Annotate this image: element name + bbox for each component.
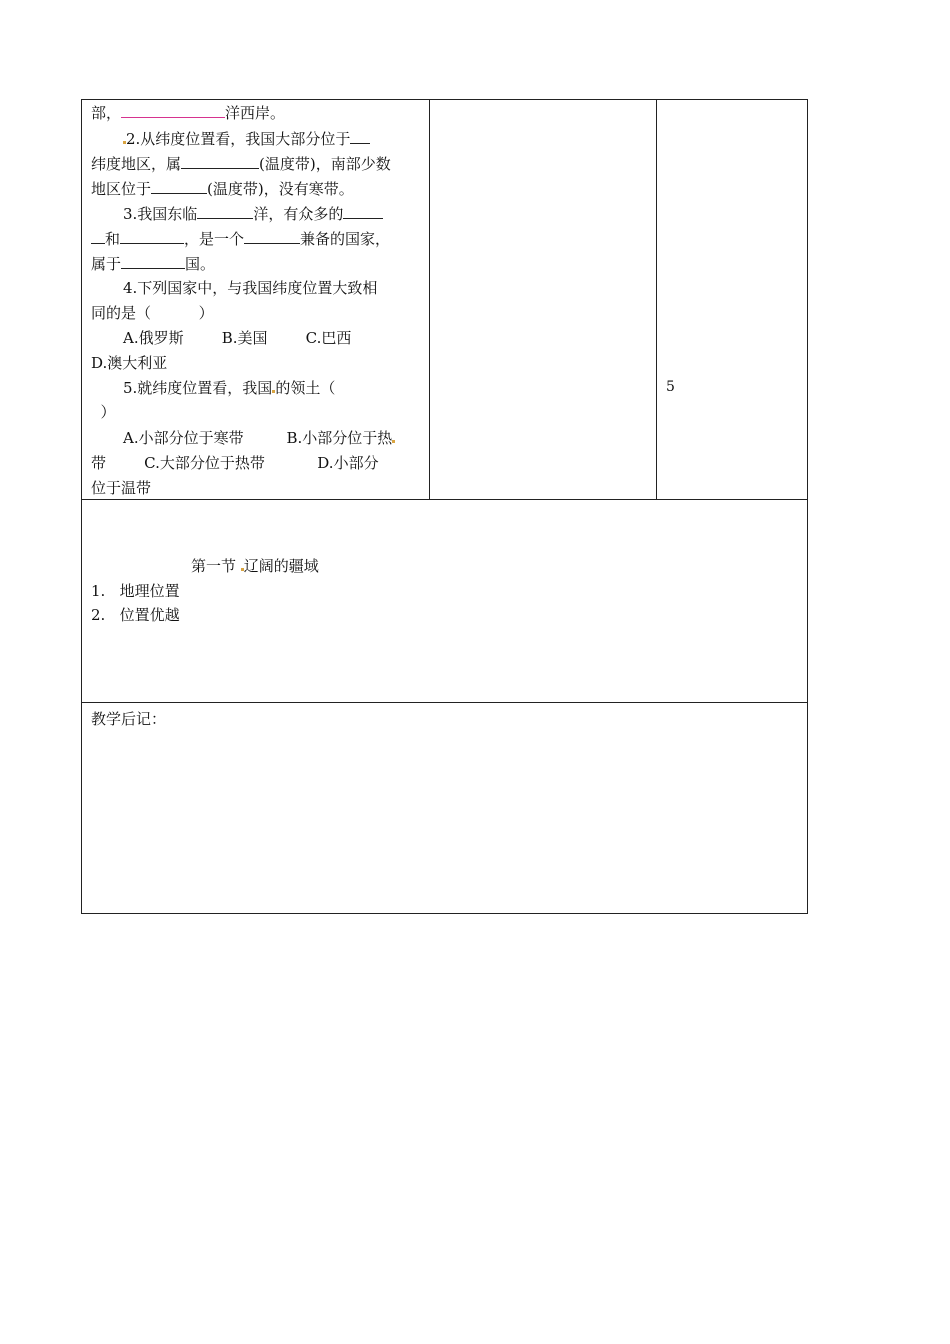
q5-line4: 带 C.大部分位于热带 D.小部分 [91,454,379,472]
lesson-table [81,99,808,914]
q4-options: A.俄罗斯 B.美国 C.巴西 [123,329,352,347]
summary-item-2: 2. 位置优越 [91,606,180,624]
q5-line5: 位于温带 [91,479,152,497]
q2-line1: 2.从纬度位置看，我国大部分位于 [123,129,370,148]
q5-line1: 5.就纬度位置看，我国 的领土（ [123,379,336,397]
q5-line2: ） [91,403,116,421]
q4-line1: 4.下列国家中，与我国纬度位置大致相 [123,279,378,297]
q2-line2: 纬度地区，属 (温度带)，南部少数 [91,155,391,173]
q3-line3: 属于 国。 [91,255,216,273]
q4-option-d: D.澳大利亚 [91,354,168,372]
q4-line2: 同的是（ ） [91,304,214,322]
summary-item-1: 1. 地理位置 [91,582,180,600]
time-value: 5 [666,379,675,395]
section-title: 第一节 辽阔的疆域 [191,557,319,575]
exercise-row [82,100,807,500]
q2-line3: 地区位于 (温度带)，没有寒带。 [91,180,354,198]
time-cell [657,100,807,499]
q5-line3: A.小部分位于寒带 B.小部分位于热 [123,429,395,447]
q3-line1: 3.我国东临 洋，有众多的 [123,204,383,223]
board-summary-row [82,499,807,703]
q3-line2: 和 ，是一个 兼备的国家， [91,229,390,248]
activity-cell [430,100,657,499]
exercise-cell [82,100,430,499]
teaching-notes-label: 教学后记： [91,710,167,728]
teaching-notes-row [82,703,807,913]
q1-tail: 部， 洋西岸。 [91,104,286,122]
